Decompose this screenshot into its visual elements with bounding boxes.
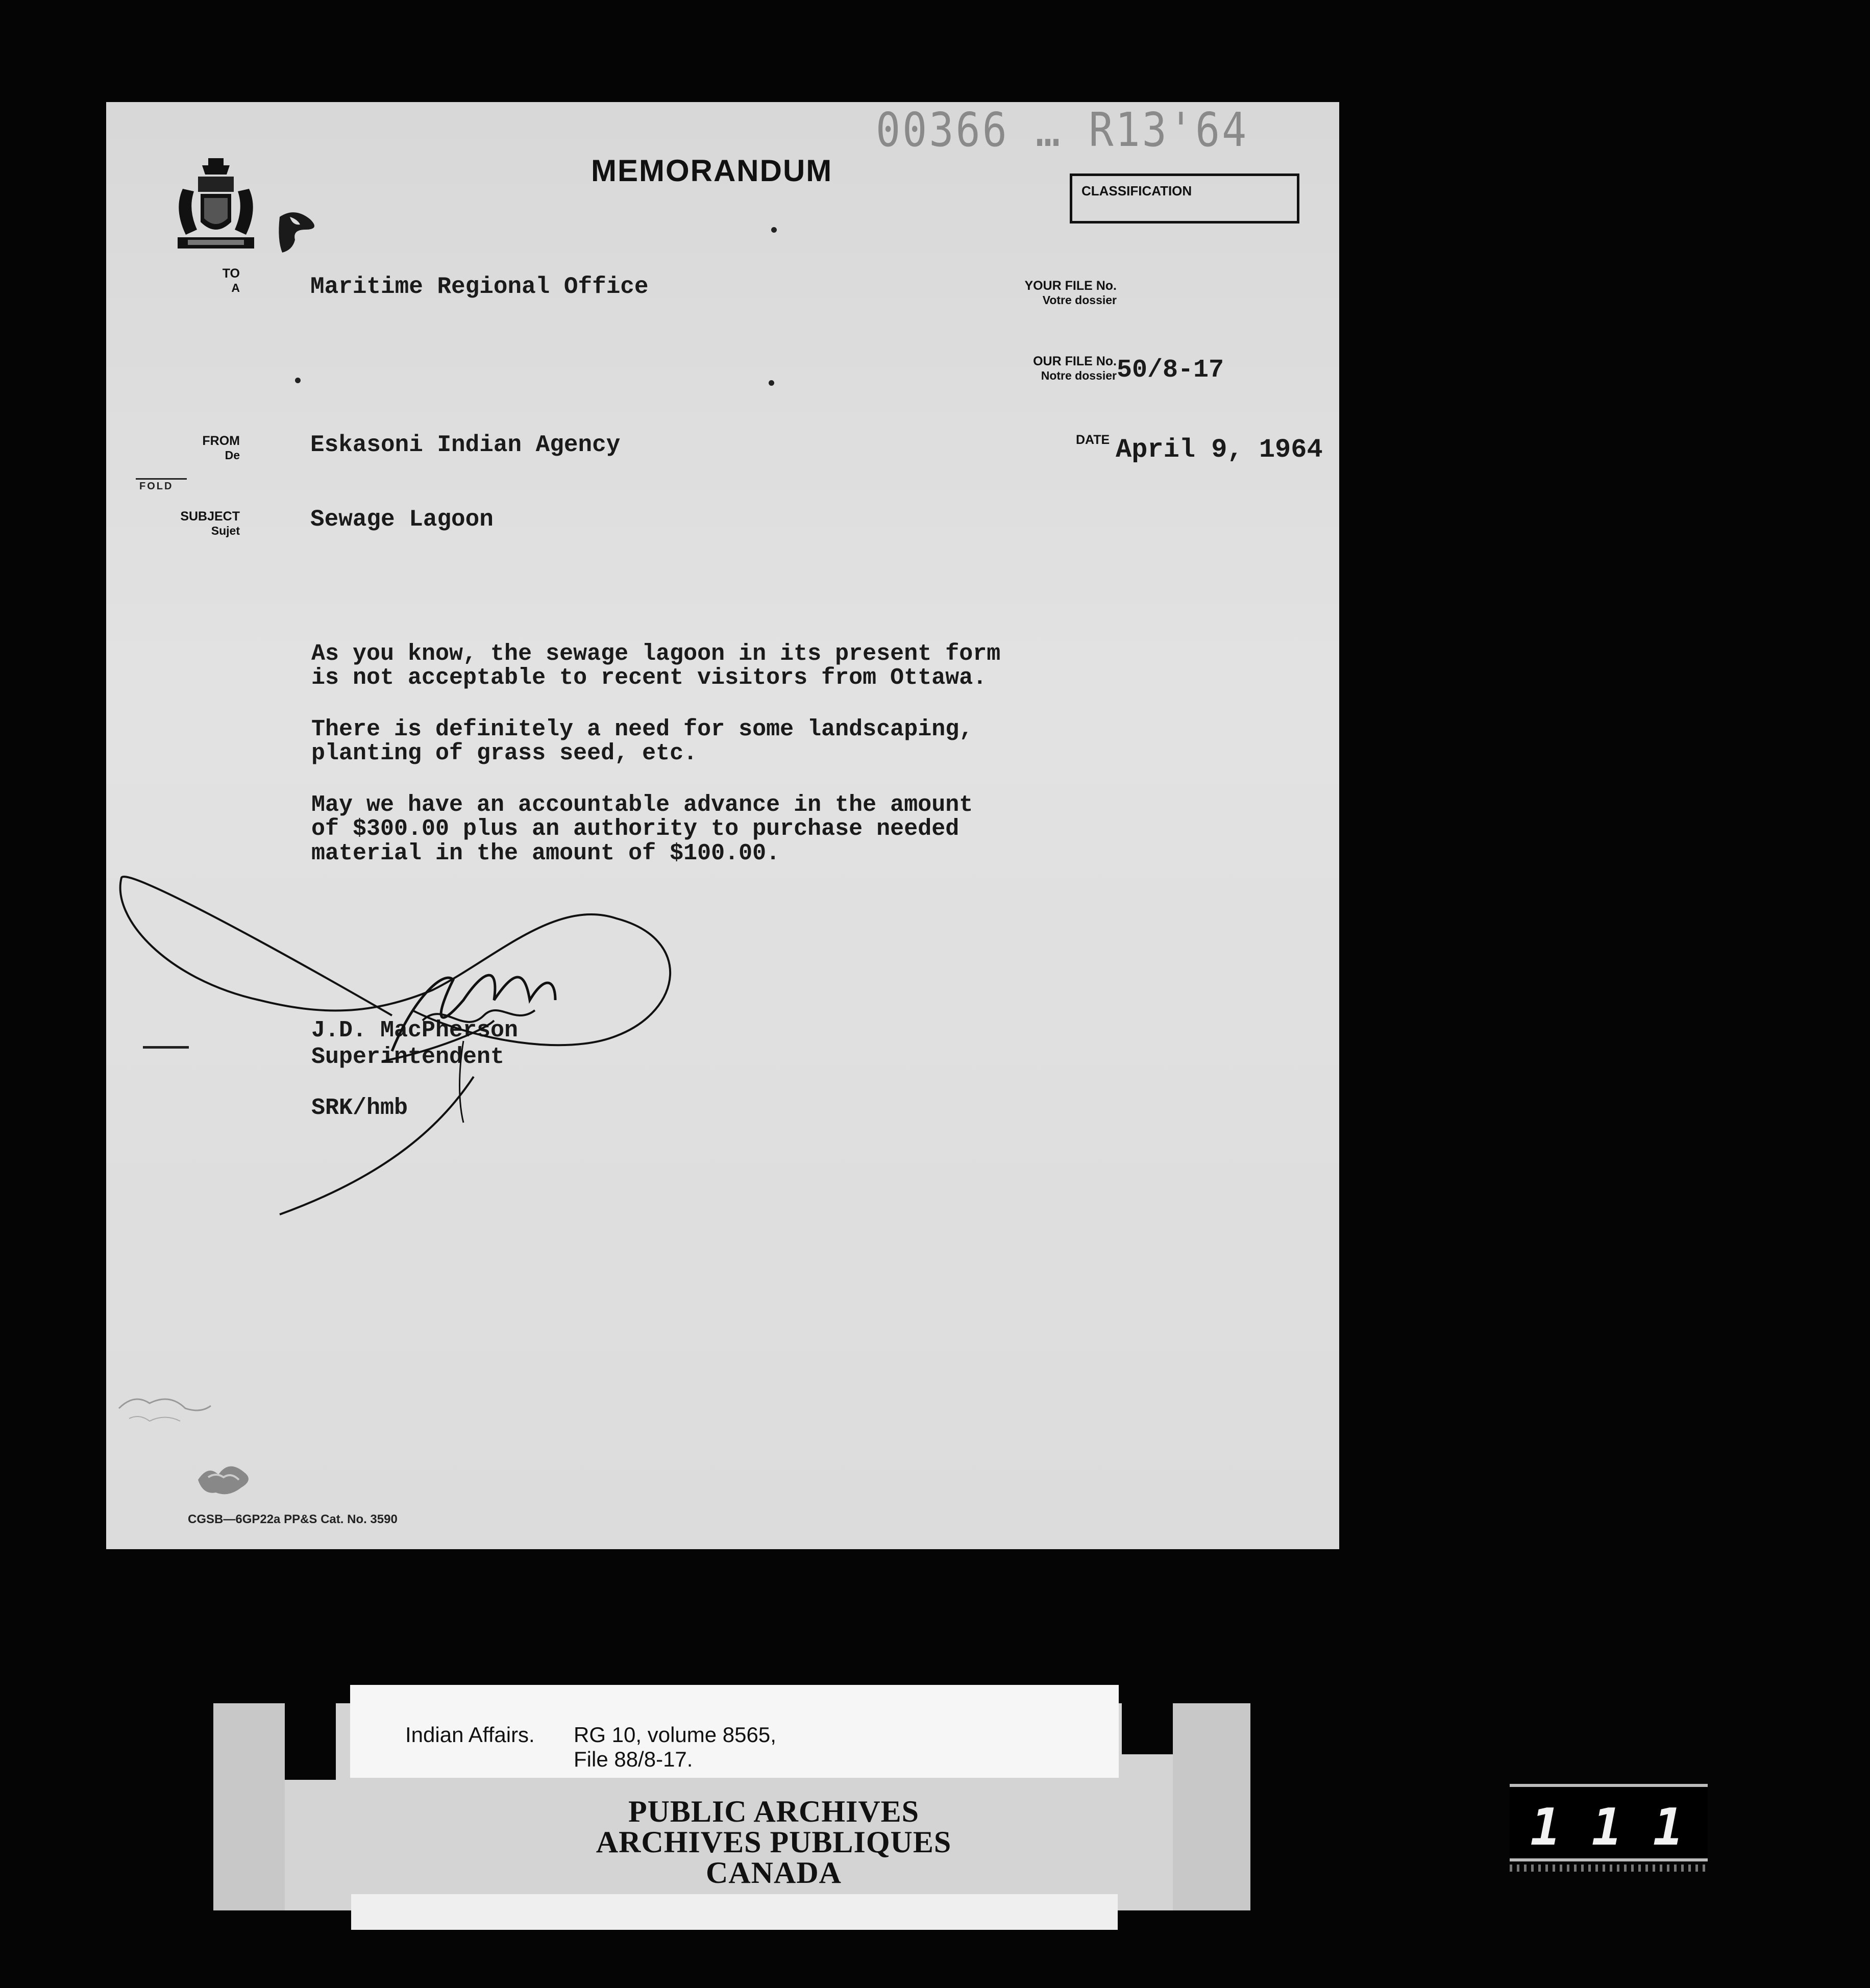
- to-value: Maritime Regional Office: [310, 274, 649, 300]
- date-value: April 9, 1964: [1116, 435, 1323, 465]
- body-paragraph: There is definitely a need for some landscaping, planting of grass seed, etc.: [311, 716, 973, 767]
- paper-blemish: [188, 1449, 264, 1505]
- our-file-value: 50/8-17: [1117, 356, 1224, 385]
- reference-card: [350, 1685, 1119, 1778]
- received-stamp: 00366 … R13'64: [876, 103, 1249, 157]
- handwritten-signature: [106, 102, 1339, 1549]
- from-label-fr: De: [225, 449, 240, 462]
- archives-line-country: CANADA: [706, 1856, 842, 1890]
- from-value: Eskasoni Indian Agency: [310, 432, 621, 458]
- subject-label-en: SUBJECT: [180, 509, 240, 524]
- fold-label: FOLD: [139, 481, 174, 492]
- board-notch-right: [1122, 1703, 1173, 1754]
- frame-counter: [1510, 1784, 1714, 1861]
- bottom-strip: [351, 1894, 1118, 1930]
- counter-ticks: [1510, 1865, 1708, 1872]
- subject-label-fr: Sujet: [211, 524, 240, 537]
- reference-file: File 88/8-17.: [574, 1747, 693, 1771]
- from-label-en: FROM: [202, 434, 240, 448]
- our-file-label-fr: Notre dossier: [1041, 369, 1117, 382]
- typist-initials: SRK/hmb: [311, 1095, 408, 1121]
- archives-line-en: PUBLIC ARCHIVES: [628, 1795, 920, 1828]
- memo-title: MEMORANDUM: [591, 154, 833, 188]
- public-archives-label: [255, 1796, 1292, 1888]
- board-notch-left: [285, 1703, 336, 1780]
- body-paragraph: As you know, the sewage lagoon in its present form is not acceptable to recent visitors from Ottawa.: [311, 641, 1001, 691]
- signatory-name: J.D. MacPherson: [311, 1017, 519, 1043]
- date-label-en: DATE: [1076, 433, 1110, 447]
- memo-sheet: [106, 102, 1339, 1549]
- reference-series: Indian Affairs.: [405, 1723, 535, 1747]
- reference-volume: RG 10, volume 8565,: [574, 1723, 776, 1747]
- body-paragraph: May we have an accountable advance in the amount of $300.00 plus an authority to purchase needed material in the amount of $100.00.: [311, 792, 973, 866]
- your-file-label-en: YOUR FILE No.: [1024, 279, 1117, 293]
- to-label-en: TO: [222, 266, 240, 281]
- frame-counter-digits: 111: [1530, 1797, 1714, 1857]
- to-label-fr: A: [231, 281, 240, 294]
- our-file-label-en: OUR FILE No.: [1033, 354, 1117, 368]
- paper-blemish: [109, 1378, 221, 1439]
- form-number: CGSB—6GP22a PP&S Cat. No. 3590: [188, 1512, 398, 1526]
- your-file-label-fr: Votre dossier: [1042, 293, 1117, 307]
- signatory-title: Superintendent: [311, 1044, 505, 1070]
- subject-value: Sewage Lagoon: [310, 506, 494, 533]
- archives-line-fr: ARCHIVES PUBLIQUES: [596, 1825, 952, 1859]
- classification-label: CLASSIFICATION: [1081, 183, 1192, 198]
